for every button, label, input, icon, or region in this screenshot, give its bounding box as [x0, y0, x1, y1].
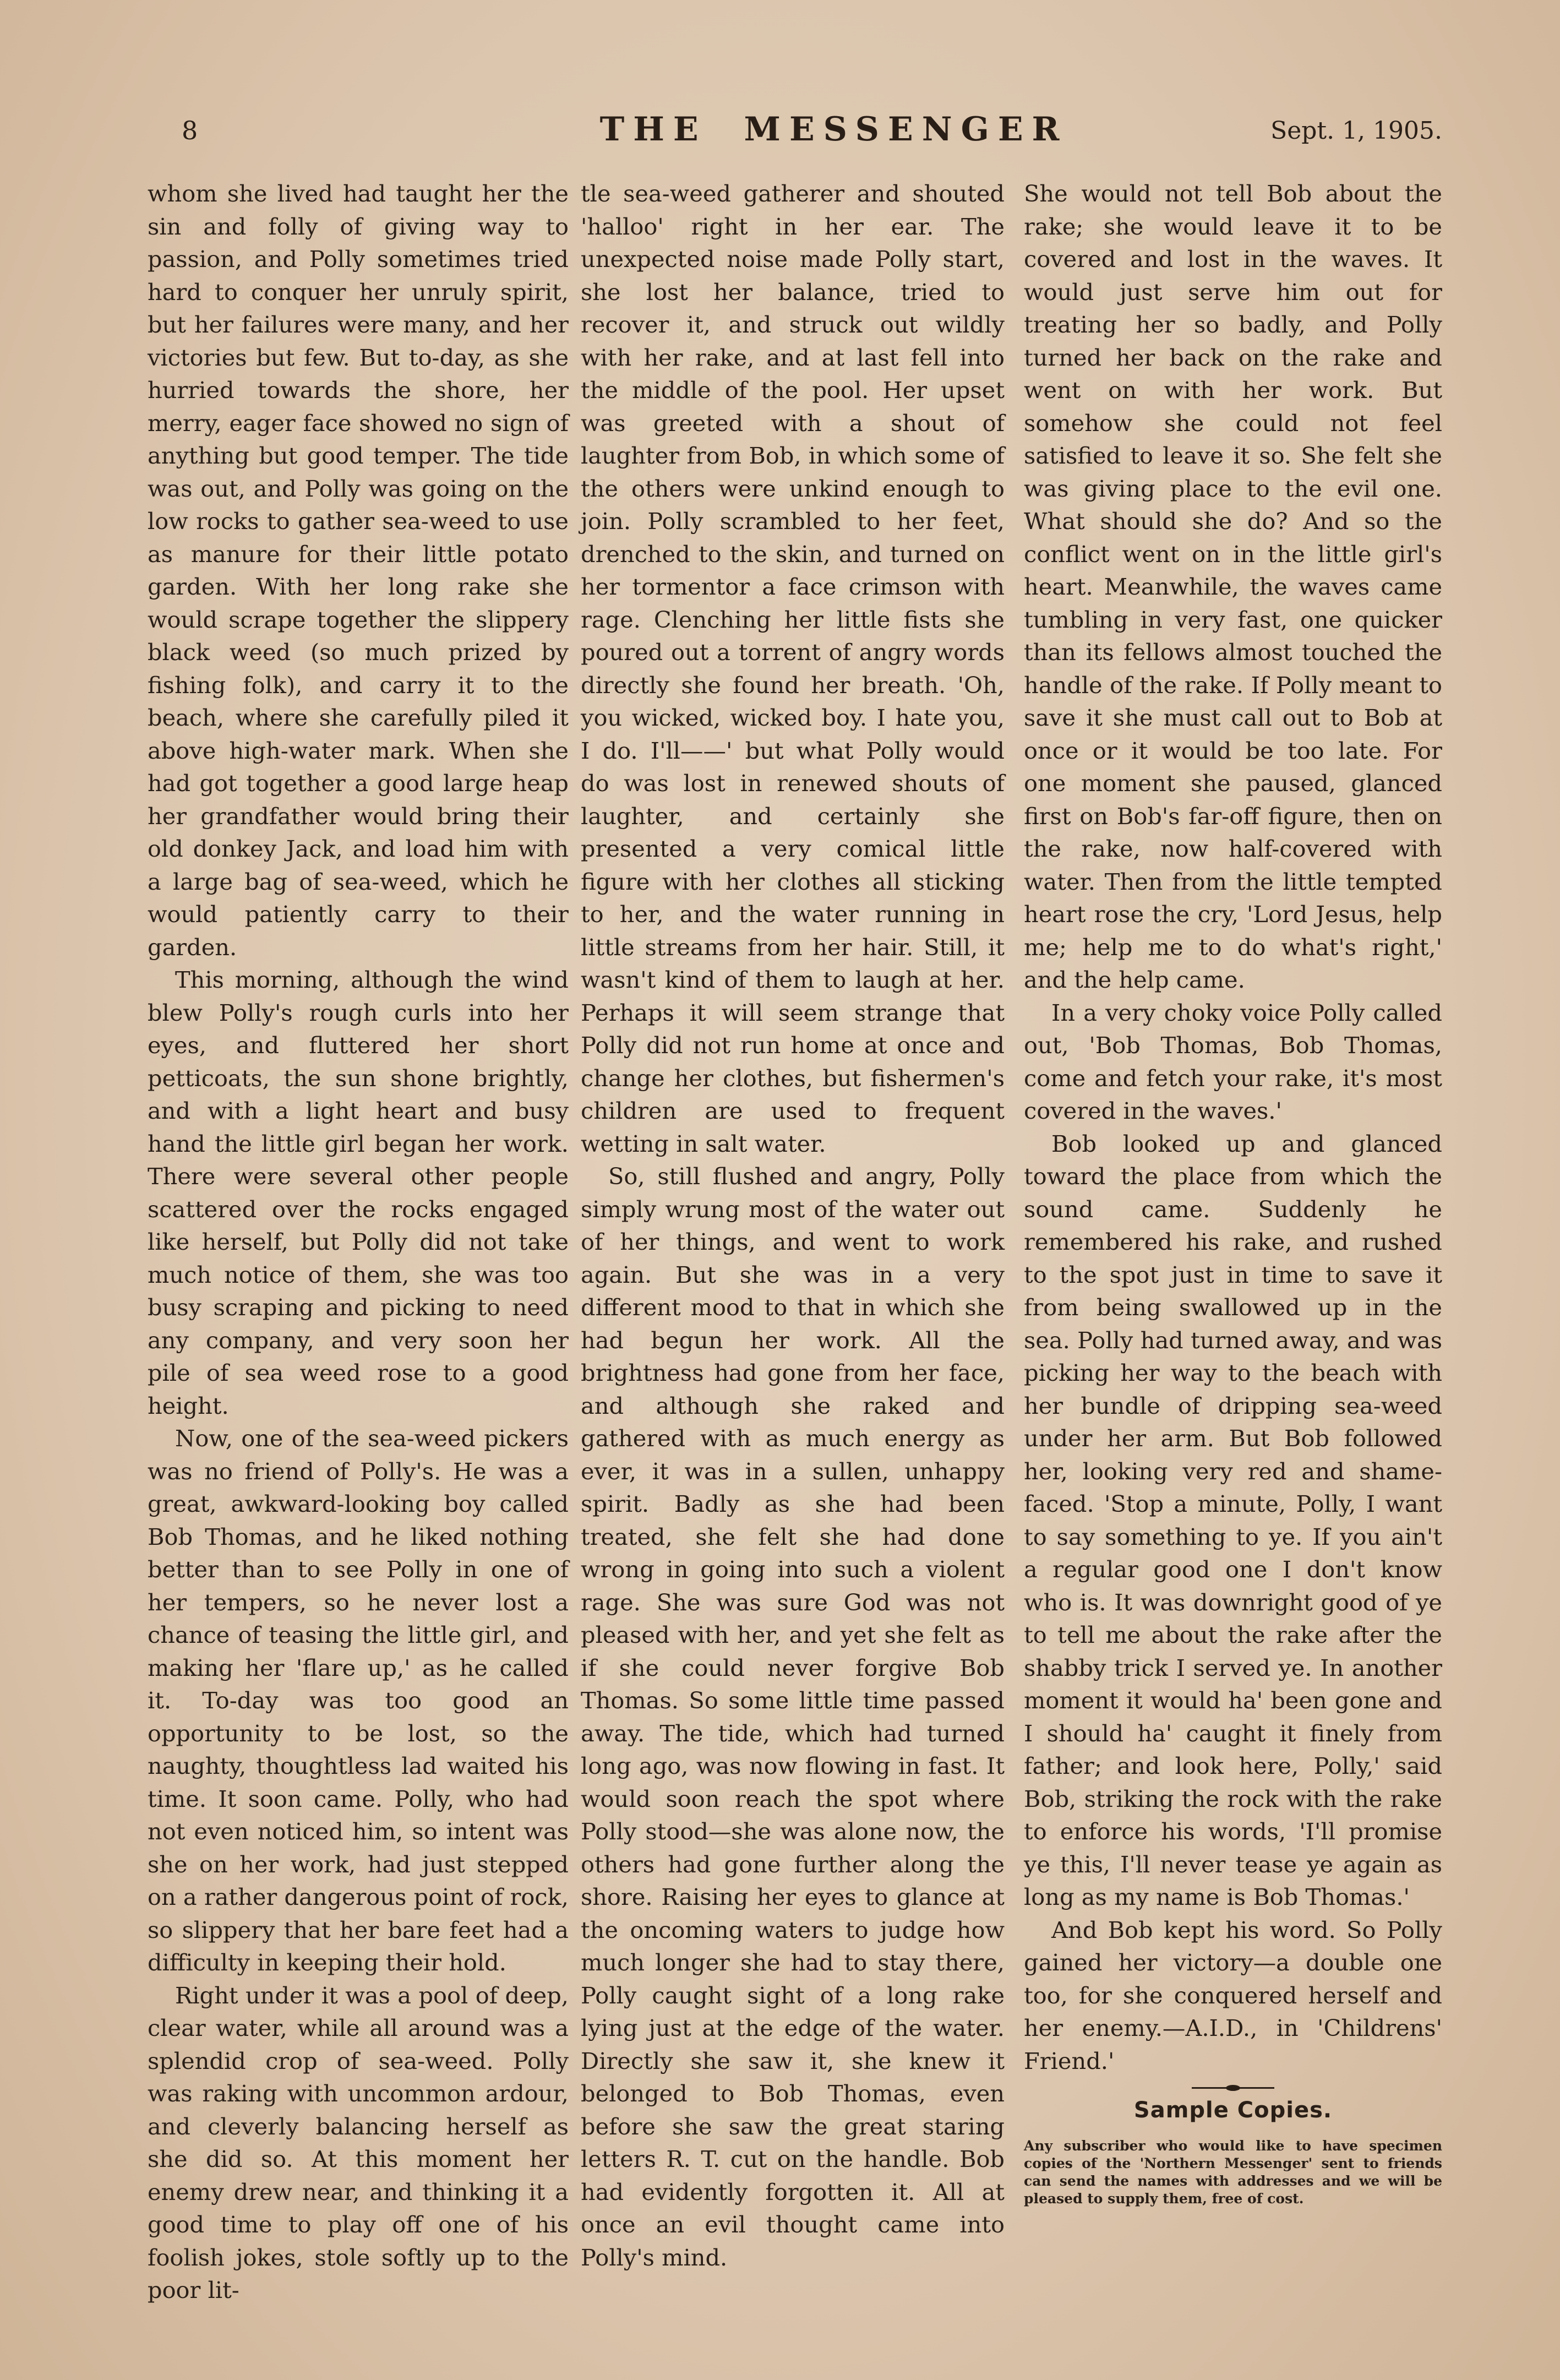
sample-copies-heading: Sample Copies.	[1133, 2098, 1333, 2123]
column-3	[1024, 177, 1442, 2208]
paragraph: So, still flushed and angry, Polly simply wrung most of the water out of her things, and went to work again. But she was in a very different mood to that in which she had begun her work. All the brightness had gone from her face, and although she raked and gathered with as much energy as ever, it was in a sullen, unhappy spirit. Badly as she had been treated, she felt she had done wrong in going into such a violent rage. She was sure God was not pleased with her, and yet she felt as if she could never forgive Bob Thomas. So some little time passed away. The tide, which had turned long ago, was now flowing in fast. It would soon reach the spot where Polly stood—she was alone now, the others had gone further along the shore. Raising her eyes to glance at the oncoming waters to judge how much longer she had to stay there, Polly caught sight of a long rake lying just at the edge of the water. Directly she saw it, she knew it belonged to Bob Thomas, even before she saw the great staring letters R. T. cut on the handle. Bob had evidently forgotten it. All at once an evil thought came into Polly's mind.	[581, 1163, 1005, 2271]
paragraph: In a very choky voice Polly called out, 'Bob Thomas, Bob Thomas, come and fetch your rake, it's most covered in the waves.'	[1024, 999, 1442, 1124]
paragraph: And Bob kept his word. So Polly gained her victory—a double one too, for she conquered herself and her enemy.—A.I.D., in 'Childrens' Friend.'	[1024, 1916, 1442, 2074]
issue-date: Sept. 1, 1905.	[1270, 117, 1442, 145]
paragraph: This morning, although the wind blew Polly's rough curls into her eyes, and fluttered her short petticoats, the sun shone brightly, and with a light heart and busy hand the little girl began her work. There were several other people scattered over the rocks engaged like herself, but Polly did not take much notice of them, she was too busy scraping and picking to need any company, and very soon her pile of sea weed rose to a good height.	[148, 966, 569, 1419]
paragraph: Bob looked up and glanced toward the place from which the sound came. Suddenly he remembered his rake, and rushed to the spot just in time to save it from being swallowed up in the sea. Polly had turned away, and was picking her way to the beach with her bundle of dripping sea-weed under her arm. But Bob followed her, looking very red and shame-faced. 'Stop a minute, Polly, I want to say something to ye. If you ain't a regular good one I don't know who is. It was downright good of ye to tell me about the rake after the shabby trick I served ye. In another moment it would ha' been gone and I should ha' caught it finely from father; and look here, Polly,' said Bob, striking the rock with the rake to enforce his words, 'I'll promise ye this, I'll never tease ye again as long as my name is Bob Thomas.'	[1024, 1130, 1442, 1910]
paragraph: whom she lived had taught her the sin and folly of giving way to passion, and Polly sometimes tried hard to conquer her unruly spirit, but her failures were many, and her victories but few. But to-day, as she hurried towards the shore, her merry, eager face showed no sign of anything but good temper. The tide was out, and Polly was going on the low rocks to gather sea-weed to use as manure for their little potato garden. With her long rake she would scrape together the slippery black weed (so much prized by fishing folk), and carry it to the beach, where she carefully piled it above high-water mark. When she had got together a good large heap her grandfather would bring their old donkey Jack, and load him with a large bag of sea-weed, which he would patiently carry to their garden.	[148, 180, 569, 961]
page-number: 8	[182, 116, 198, 145]
sample-copies-notice: Any subscriber who would like to have specimen copies of the 'Northern Messenger' sent to friends can send the names with addresses and we will be pleased to supply them, free of cost.	[1024, 2137, 1442, 2207]
paragraph: Now, one of the sea-weed pickers was no friend of Polly's. He was a great, awkward-looking boy called Bob Thomas, and he liked nothing better than to see Polly in one of her tempers, so he never lost a chance of teasing the little girl, and making her 'flare up,' as he called it. To-day was too good an opportunity to be lost, so the naughty, thoughtless lad waited his time. It soon came. Polly, who had not even noticed him, so intent was she on her work, had just stepped on a rather dangerous point of rock, so slippery that her bare feet had a difficulty in keeping their hold.	[148, 1425, 569, 1976]
page-header	[176, 110, 1442, 160]
column-2	[581, 177, 1005, 2274]
section-divider	[1024, 2087, 1442, 2089]
paragraph: tle sea-weed gatherer and shouted 'halloo' right in her ear. The unexpected noise made Polly start, she lost her balance, tried to recover it, and struck out wildly with her rake, and at last fell into the middle of the pool. Her upset was greeted with a shout of laughter from Bob, in which some of the others were unkind enough to join. Polly scrambled to her feet, drenched to the skin, and turned on her tormentor a face crimson with rage. Clenching her little fists she poured out a torrent of angry words directly she found her breath. 'Oh, you wicked, wicked boy. I hate you, I do. I'll——' but what Polly would do was lost in renewed shouts of laughter, and certainly she presented a very comical little figure with her clothes all sticking to her, and the water running in little streams from her hair. Still, it wasn't kind of them to laugh at her. Perhaps it will seem strange that Polly did not run home at once and change her clothes, but fishermen's children are used to frequent wetting in salt water.	[581, 180, 1005, 1157]
column-1	[148, 177, 569, 2307]
paragraph: Right under it was a pool of deep, clear water, while all around was a splendid crop of sea-weed. Polly was raking with uncommon ardour, and cleverly balancing herself as she did so. At this moment her enemy drew near, and thinking it a good time to play off one of his foolish jokes, stole softly up to the poor lit-	[148, 1981, 569, 2303]
masthead-title: THE MESSENGER	[599, 110, 1068, 149]
paragraph: She would not tell Bob about the rake; she would leave it to be covered and lost in the waves. It would just serve him out for treating her so badly, and Polly turned her back on the rake and went on with her work. But somehow she could not feel satisfied to leave it so. She felt she was giving place to the evil one. What should she do? And so the conflict went on in the little girl's heart. Meanwhile, the waves came tumbling in very fast, one quicker than its fellows almost touched the handle of the rake. If Polly meant to save it she must call out to Bob at once or it would be too late. For one moment she paused, glanced first on Bob's far-off figure, then on the rake, now half-covered with water. Then from the little tempted heart rose the cry, 'Lord Jesus, help me; help me to do what's right,' and the help came.	[1024, 180, 1442, 993]
